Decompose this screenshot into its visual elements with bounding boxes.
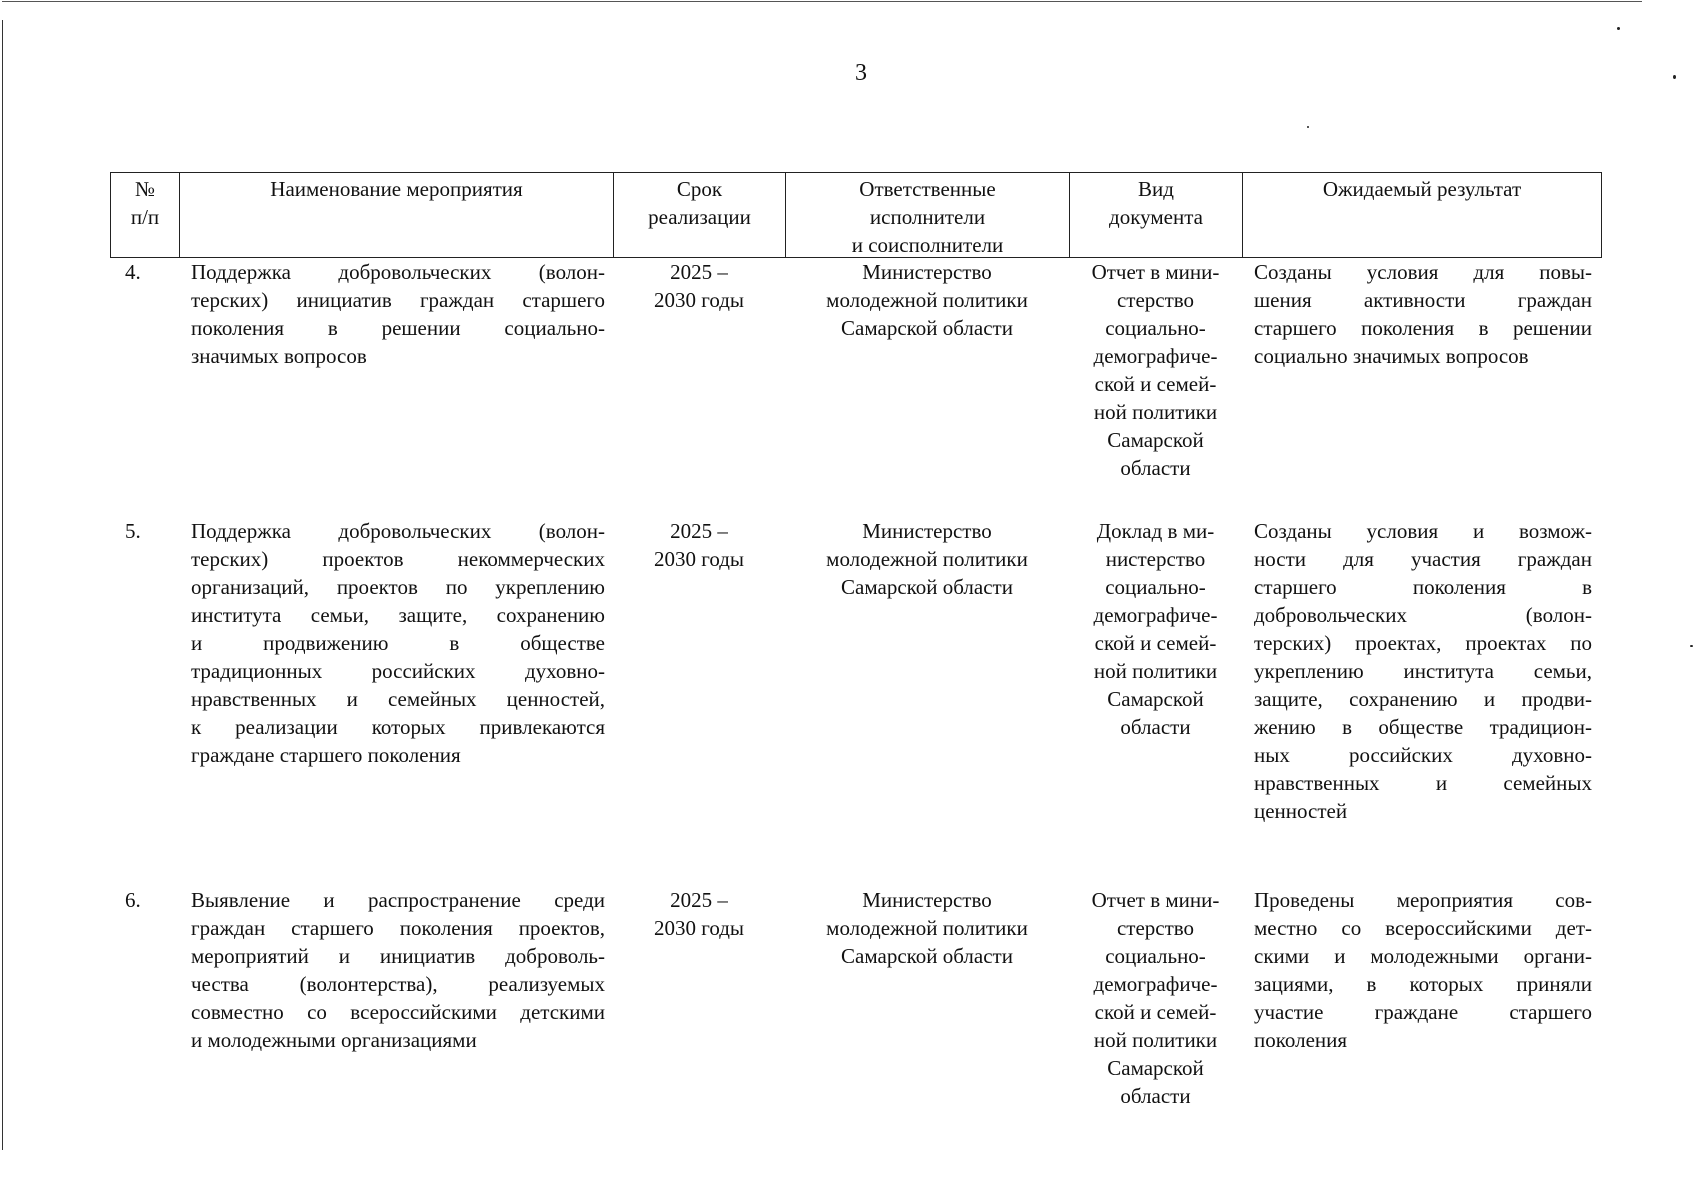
header-executors	[786, 173, 1070, 257]
cell-line: терских) проектах, проектах по	[1254, 631, 1592, 655]
cell-line: зациями, в которых приняли	[1254, 972, 1592, 996]
cell-line: демографиче-	[1093, 344, 1218, 368]
page-number: 3	[855, 60, 867, 86]
table-header	[110, 172, 1602, 258]
cell-line: стерство	[1116, 288, 1195, 312]
header-term-text: Срок реализации	[648, 177, 751, 229]
cell-line: демографиче-	[1093, 603, 1218, 627]
cell-line: добровольческих (волон-	[1254, 603, 1592, 627]
cell-line: института семьи, защите, сохранению	[191, 603, 605, 627]
header-result-text: Ожидаемый результат	[1322, 177, 1522, 201]
cell-term	[613, 886, 785, 942]
cell-line: старшего поколения в	[1254, 575, 1592, 599]
cell-line: молодежной политики	[826, 288, 1028, 312]
cell-line: области	[1120, 456, 1191, 480]
cell-line: нравственных и семейных ценностей,	[191, 687, 605, 711]
cell-line: чества (волонтерства), реализуемых	[191, 972, 605, 996]
scan-speck	[1690, 645, 1693, 647]
scan-speck	[1307, 126, 1309, 128]
cell-line: граждане старшего поколения	[191, 743, 461, 767]
header-executors-text: Ответственные исполнители и соисполнители	[851, 177, 1004, 257]
cell-line: области	[1120, 715, 1191, 739]
cell-line: Самарской области	[841, 944, 1013, 968]
cell-line: жению в обществе традицион-	[1254, 715, 1592, 739]
cell-line: поколения	[1254, 1028, 1348, 1052]
cell-line: демографиче-	[1093, 972, 1218, 996]
header-name	[180, 173, 614, 257]
cell-line: Поддержка добровольческих (волон-	[191, 260, 605, 284]
cell-name	[179, 517, 613, 769]
cell-line: мероприятий и инициатив доброволь-	[191, 944, 605, 968]
cell-line: поколения в решении социально-	[191, 316, 605, 340]
cell-line: Доклад в ми-	[1096, 519, 1215, 543]
cell-line: области	[1120, 1084, 1191, 1108]
cell-line: Министерство	[862, 519, 992, 543]
cell-line: участие граждане старшего	[1254, 1000, 1592, 1024]
cell-line: Поддержка добровольческих (волон-	[191, 519, 605, 543]
cell-line: местно со всероссийскими дет-	[1254, 916, 1592, 940]
cell-line: значимых вопросов	[191, 344, 367, 368]
cell-result	[1242, 886, 1600, 1054]
cell-line: ской и семей-	[1094, 1000, 1217, 1024]
cell-result	[1242, 258, 1600, 370]
cell-num	[110, 258, 179, 286]
cell-line: Самарской области	[841, 575, 1013, 599]
cell-line: 2030 годы	[653, 916, 745, 940]
cell-line: ценностей	[1254, 799, 1348, 823]
header-num	[111, 173, 180, 257]
cell-line: ской и семей-	[1094, 372, 1217, 396]
cell-line: старшего поколения в решении	[1254, 316, 1592, 340]
header-result	[1243, 173, 1601, 257]
cell-term	[613, 258, 785, 314]
page-top-edge	[2, 1, 1642, 2]
cell-line: Министерство	[862, 260, 992, 284]
cell-line: Самарской	[1107, 1056, 1204, 1080]
cell-line: молодежной политики	[826, 547, 1028, 571]
cell-line: совместно со всероссийскими детскими	[191, 1000, 605, 1024]
cell-line: Министерство	[862, 888, 992, 912]
header-num-text: № п/п	[130, 177, 160, 229]
cell-line: социально-	[1105, 944, 1206, 968]
cell-line: молодежной политики	[826, 916, 1028, 940]
cell-line: Самарской	[1107, 428, 1204, 452]
cell-executors	[785, 517, 1069, 601]
cell-term	[613, 517, 785, 573]
cell-line: 2025 –	[670, 519, 728, 543]
cell-line: традиционных российских духовно-	[191, 659, 605, 683]
cell-line: 2025 –	[670, 888, 728, 912]
scan-speck	[1673, 75, 1676, 79]
cell-line: к реализации которых привлекаются	[191, 715, 605, 739]
cell-line: стерство	[1116, 916, 1195, 940]
header-name-text: Наименование мероприятия	[270, 177, 523, 201]
cell-result	[1242, 517, 1600, 825]
cell-line: Самарской области	[841, 316, 1013, 340]
cell-line: шения активности граждан	[1254, 288, 1592, 312]
cell-line: граждан старшего поколения проектов,	[191, 916, 605, 940]
header-doc-type	[1070, 173, 1243, 257]
cell-line: Отчет в мини-	[1091, 888, 1220, 912]
cell-line: Созданы условия и возмож-	[1254, 519, 1592, 543]
cell-line: Проведены мероприятия сов-	[1254, 888, 1592, 912]
cell-name	[179, 886, 613, 1054]
cell-line: социально-	[1105, 316, 1206, 340]
cell-line: 2025 –	[670, 260, 728, 284]
cell-line: укреплению института семьи,	[1254, 659, 1592, 683]
cell-line: организаций, проектов по укреплению	[191, 575, 605, 599]
cell-line: и молодежными организациями	[191, 1028, 477, 1052]
cell-name	[179, 258, 613, 370]
header-doc-type-text: Вид документа	[1109, 177, 1203, 229]
cell-doc-type	[1069, 886, 1242, 1110]
cell-num	[110, 517, 179, 545]
cell-line: ности для участия граждан	[1254, 547, 1592, 571]
page-left-edge	[2, 20, 3, 1150]
cell-line: защите, сохранению и продви-	[1254, 687, 1592, 711]
cell-line: Отчет в мини-	[1091, 260, 1220, 284]
cell-line: Созданы условия для повы-	[1254, 260, 1592, 284]
cell-line: нравственных и семейных	[1254, 771, 1592, 795]
cell-line: 6.	[125, 888, 141, 912]
cell-line: 5.	[125, 519, 141, 543]
cell-line: 2030 годы	[653, 288, 745, 312]
cell-line: терских) инициатив граждан старшего	[191, 288, 605, 312]
cell-line: 2030 годы	[653, 547, 745, 571]
cell-num	[110, 886, 179, 914]
cell-line: ной политики	[1093, 400, 1218, 424]
cell-line: и продвижению в обществе	[191, 631, 605, 655]
cell-line: скими и молодежными органи-	[1254, 944, 1592, 968]
cell-executors	[785, 886, 1069, 970]
cell-doc-type	[1069, 517, 1242, 741]
cell-line: 4.	[125, 260, 141, 284]
cell-line: ной политики	[1093, 659, 1218, 683]
cell-executors	[785, 258, 1069, 342]
cell-line: Самарской	[1107, 687, 1204, 711]
cell-line: социально-	[1105, 575, 1206, 599]
cell-line: ской и семей-	[1094, 631, 1217, 655]
cell-line: терских) проектов некоммерческих	[191, 547, 605, 571]
cell-line: ной политики	[1093, 1028, 1218, 1052]
cell-line: ных российских духовно-	[1254, 743, 1592, 767]
cell-line: социально значимых вопросов	[1254, 344, 1529, 368]
activities-table	[110, 172, 1602, 1108]
cell-doc-type	[1069, 258, 1242, 482]
cell-line: нистерство	[1105, 547, 1206, 571]
cell-line: Выявление и распространение среди	[191, 888, 605, 912]
header-term	[614, 173, 786, 257]
scan-speck	[1617, 27, 1620, 30]
